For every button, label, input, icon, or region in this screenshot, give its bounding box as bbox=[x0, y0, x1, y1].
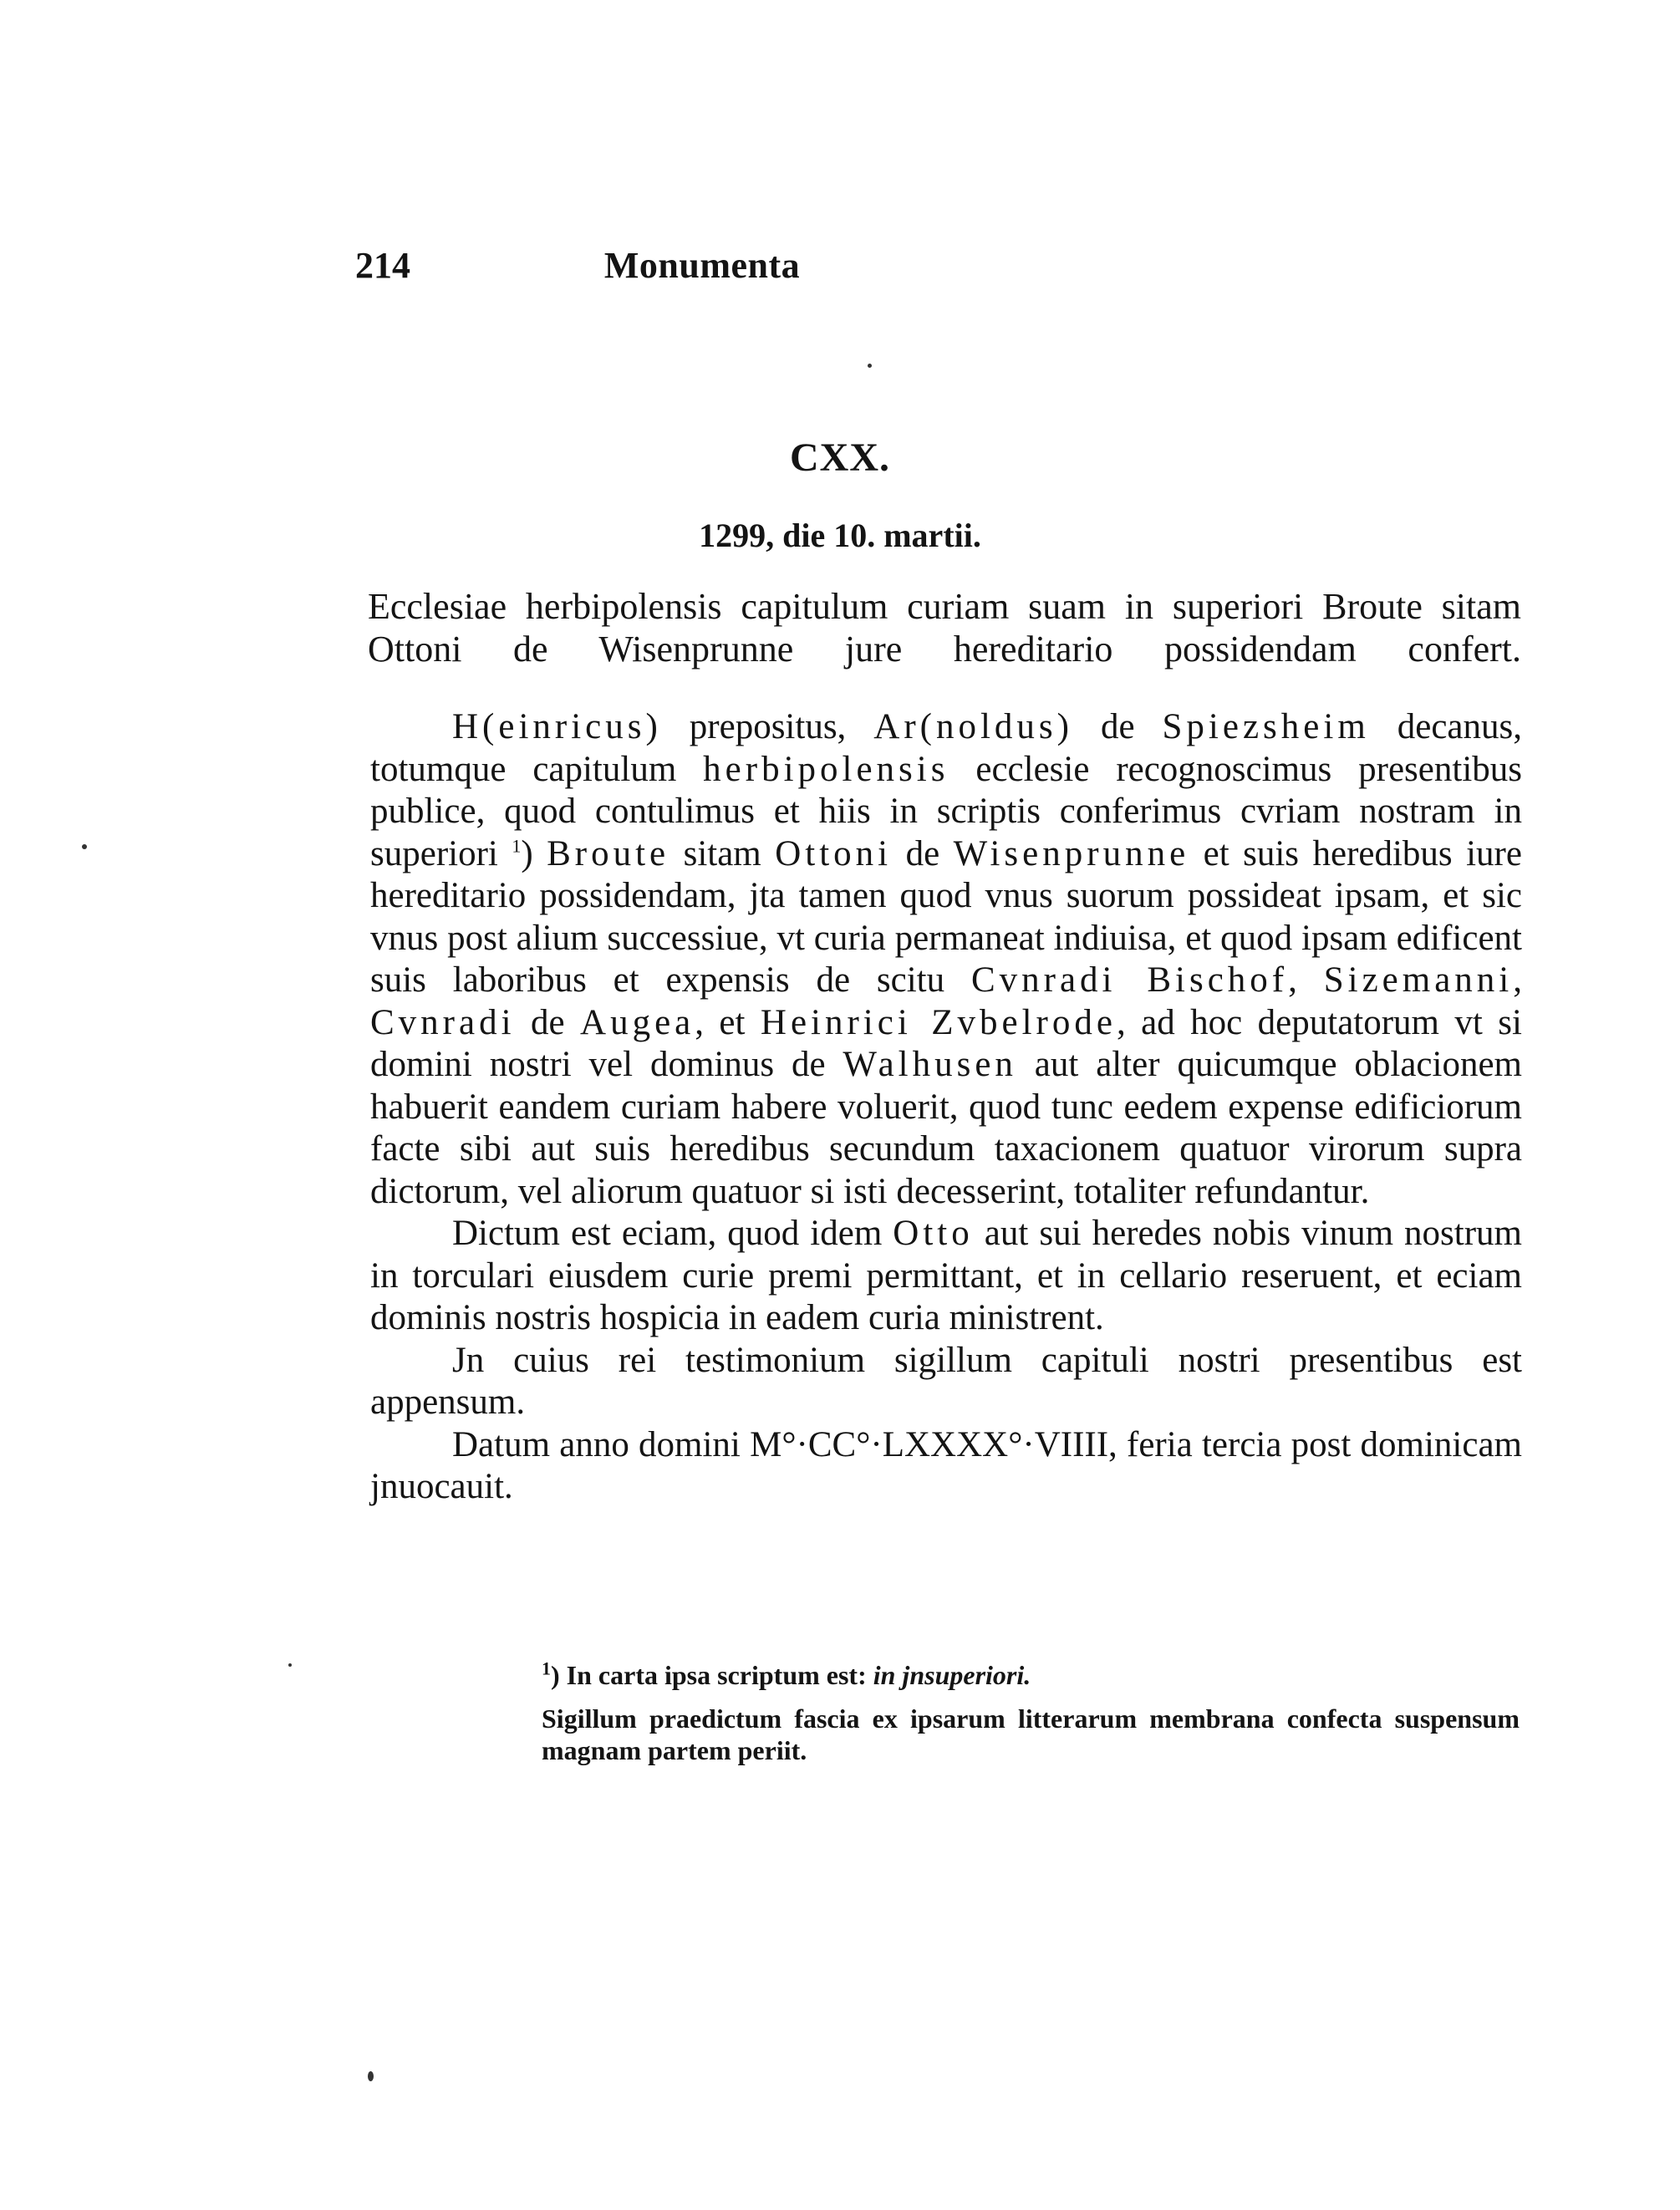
running-head bbox=[355, 244, 1049, 294]
seal-note: Sigillum praedictum fascia ex ipsarum litterarum membrana confecta suspensum magnam partem periit. bbox=[542, 1703, 1520, 1765]
footnote-reference[interactable]: 1 bbox=[512, 835, 522, 857]
text-run: prepositus, bbox=[661, 707, 874, 746]
text-run: de bbox=[515, 1002, 581, 1042]
text-run: , ad hoc deputatorum vt si domini nostri vel dominus de bbox=[370, 1002, 1522, 1084]
text-run: Spiezsheim bbox=[1162, 707, 1370, 746]
document-number: CXX. bbox=[790, 435, 890, 480]
text-run: et suis heredibus iure hereditario possidendam, jta tamen quod vnus suorum possideat ipsam, et sic vnus post alium successiue, vt curia permaneat indiuisa, et quod ipsam edificent suis laboribus et expensis de scitu bbox=[370, 833, 1522, 1000]
text-run: aut alter quicumque oblacionem habuerit eandem curiam habere voluerit, quod tunc eedem expense edificiorum facte sibi aut suis heredibus secundum taxacionem quatuor virorum supra dictorum, vel aliorum quatuor si isti decesserint, totaliter refundantur. bbox=[370, 1045, 1522, 1211]
text-run: Ottoni bbox=[775, 833, 893, 873]
running-title: Monumenta bbox=[603, 245, 801, 286]
footnote-quote: in jnsuperiori. bbox=[873, 1660, 1031, 1690]
text-run: , bbox=[1288, 960, 1324, 1000]
text-run: H(einricus) bbox=[452, 707, 662, 746]
text-run: Heinrici Zvbelrode bbox=[760, 1002, 1117, 1042]
text-run: decanus, totumque capitulum bbox=[370, 707, 1522, 789]
text-run: , et bbox=[695, 1002, 761, 1042]
text-run: Dictum est eciam, quod idem bbox=[452, 1214, 893, 1253]
text-run: ecclesie recognoscimus presentibus publice, quod contulimus et hiis in scriptis conferimus cvriam nostram in superiori bbox=[370, 749, 1522, 873]
print-speck bbox=[368, 2071, 374, 2081]
charter-paragraph-2 bbox=[370, 1213, 1522, 1340]
text-run: Ar(noldus) bbox=[873, 707, 1073, 746]
text-run: aut sui heredes nobis vinum nostrum in torculari eiusdem curie premi permittant, et in cellario reseruent, et eciam dominis nostris hospicia in eadem curia ministrent. bbox=[370, 1214, 1522, 1337]
document-regest: Ecclesiae herbipolensis capitulum curiam suam in superiori Broute sitam Ottoni de Wisenprunne jure hereditario possidendam confert. bbox=[368, 586, 1521, 670]
print-speck bbox=[868, 364, 872, 368]
text-run: herbipolensis bbox=[703, 749, 949, 789]
print-speck bbox=[288, 1663, 292, 1667]
document-date: 1299, die 10. martii. bbox=[699, 517, 981, 554]
text-run: Sizemanni bbox=[1323, 960, 1514, 1000]
text-run: ) bbox=[521, 833, 547, 873]
charter-paragraph-4: Datum anno domini M°·CC°·LXXXX°·VIIII, feria tercia post dominicam jnuocauit. bbox=[370, 1424, 1522, 1506]
text-run: Walhusen bbox=[843, 1045, 1017, 1084]
text-run: Otto bbox=[893, 1214, 974, 1253]
text-run: de bbox=[892, 833, 954, 873]
footnote-text: ) In carta ipsa scriptum est: bbox=[551, 1660, 873, 1690]
text-run: , bbox=[1513, 960, 1522, 1000]
text-run: Broute bbox=[547, 833, 670, 873]
page-number: 214 bbox=[355, 245, 410, 286]
text-run: Wisenprunne bbox=[953, 833, 1190, 873]
print-speck bbox=[82, 844, 87, 849]
charter-paragraph-3: Jn cuius rei testimonium sigillum capituli nostri presentibus est appensum. bbox=[370, 1340, 1522, 1422]
text-run: Cvnradi bbox=[370, 1002, 516, 1042]
text-run: Cvnradi Bischof bbox=[970, 960, 1289, 1000]
footnote-mark: 1 bbox=[542, 1658, 551, 1679]
charter-paragraph-1 bbox=[370, 706, 1522, 1213]
footnotes bbox=[542, 1659, 1520, 1778]
text-run: sitam bbox=[669, 833, 776, 873]
text-run: de bbox=[1072, 707, 1163, 746]
footnote-1 bbox=[542, 1659, 1520, 1691]
text-run: Augea bbox=[580, 1002, 695, 1042]
charter-text bbox=[370, 706, 1522, 1509]
